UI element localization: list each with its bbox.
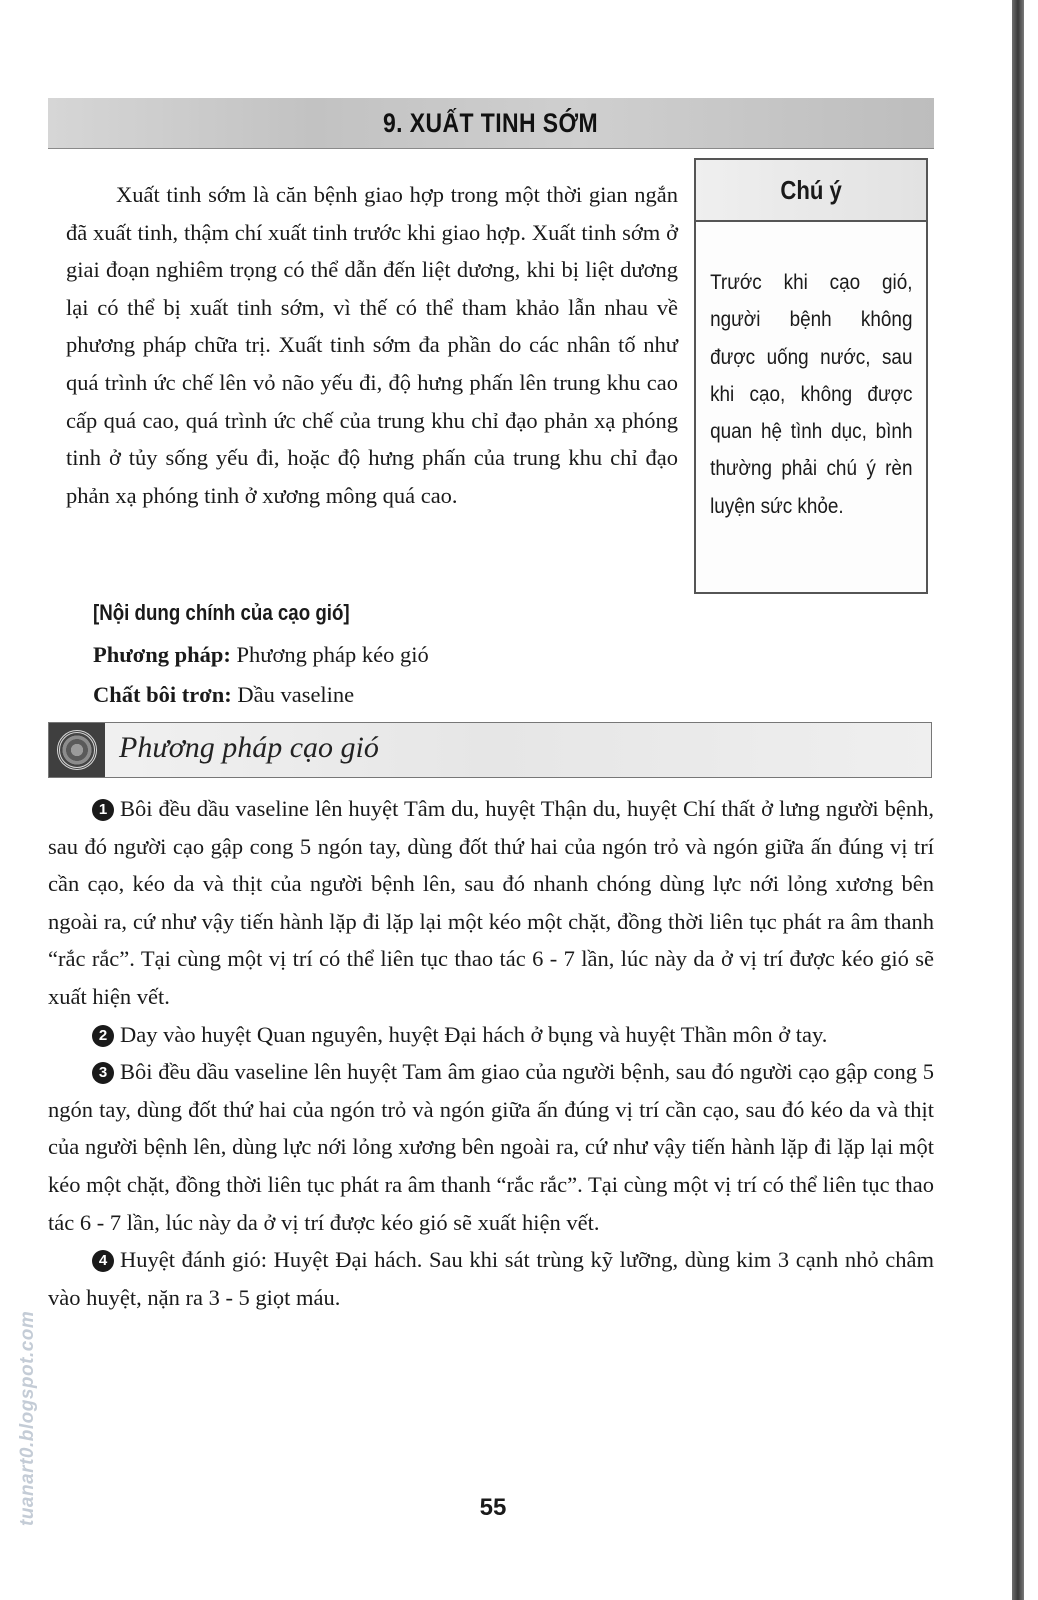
steps-list bbox=[48, 790, 934, 1316]
chapter-title: 9. XUẤT TINH SỚM bbox=[383, 107, 599, 138]
step-item bbox=[48, 790, 934, 1016]
method-label: Phương pháp: bbox=[93, 642, 231, 667]
step-item bbox=[48, 1053, 934, 1241]
medallion-icon bbox=[49, 723, 105, 777]
method-value: Phương pháp kéo gió bbox=[230, 642, 429, 667]
step-text: Bôi đều dầu vaseline lên huyệt Tâm du, huyệt Thận du, huyệt Chí thất ở lưng người bệnh, sau đó người cạo gập cong 5 ngón tay, dùng đốt thứ hai của ngón trỏ và ngón giữa ấn đúng vị trí cần cạo, kéo da và thịt của người bệnh lên, sau đó nhanh chóng dùng lực nới lỏng xương bên ngoài ra, cứ như vậy tiến hành lặp đi lặp lại một kéo một chặt, đồng thời liên tục phát ra âm thanh “rắc rắc”. Tại cùng một vị trí có thể liên tục thao tác 6 - 7 lần, lúc này da ở vị trí được kéo gió sẽ xuất hiện vết. bbox=[48, 796, 934, 1009]
watermark: tuanart0.blogspot.com bbox=[17, 1310, 38, 1526]
step-number-badge: 1 bbox=[92, 799, 114, 821]
lubricant-label: Chất bôi trơn: bbox=[93, 682, 232, 707]
method-section-band bbox=[48, 722, 932, 778]
step-text: Bôi đều dầu vaseline lên huyệt Tam âm giao của người bệnh, sau đó người cạo gập cong 5 ngón tay, dùng đốt thứ hai của ngón trỏ và ngón giữa ấn đúng vị trí cần cạo, sau đó kéo da và thịt của người bệnh lên, dùng lực nới lỏng xương bên ngoài ra, cứ như vậy tiến hành lặp đi lặp lại một kéo một chặt, đồng thời liên tục phát ra âm thanh “rắc rắc”. Tại cùng một vị trí có thể liên tục thao tác 6 - 7 lần, lúc này da ở vị trí được kéo gió sẽ xuất hiện vết. bbox=[48, 1059, 934, 1235]
method-section-title: Phương pháp cạo gió bbox=[119, 731, 379, 764]
lubricant-line bbox=[93, 682, 354, 708]
step-item bbox=[48, 1016, 934, 1054]
note-body: Trước khi cạo gió, người bệnh không được uống nước, sau khi cạo, không được quan hệ tình dục, bình thường phải chú ý rèn luyện sức khỏe. bbox=[710, 270, 913, 518]
lubricant-value: Dầu vaseline bbox=[231, 682, 355, 707]
note-heading: Chú ý bbox=[780, 174, 842, 205]
main-content-heading: [Nội dung chính của cạo gió] bbox=[93, 600, 350, 625]
chapter-title-band bbox=[48, 98, 934, 149]
note-heading-band bbox=[696, 160, 926, 222]
page-number: 55 bbox=[479, 1494, 507, 1521]
method-line bbox=[93, 642, 429, 668]
intro-paragraph: Xuất tinh sớm là căn bệnh giao hợp trong một thời gian ngắn đã xuất tinh, thậm chí xuất tinh trước khi giao hợp. Xuất tinh sớm ở giai đoạn nghiêm trọng có thể dẫn đến liệt dương, khi bị liệt dương lại có thể bị xuất tinh sớm, vì thế có thể tham khảo lẫn nhau về phương pháp chữa trị. Xuất tinh sớm đa phần do các nhân tố như quá trình ức chế lên vỏ não yếu đi, độ hưng phấn lên trung khu cao cấp quá cao, quá trình ức chế của trung khu chỉ đạo phản xạ phóng tinh ở tủy sống yếu đi, hoặc độ hưng phấn của trung khu chỉ đạo phản xạ phóng tinh ở xương mông quá cao. bbox=[66, 182, 678, 508]
step-item bbox=[48, 1241, 934, 1316]
step-text: Day vào huyệt Quan nguyên, huyệt Đại hách ở bụng và huyệt Thần môn ở tay. bbox=[120, 1021, 828, 1047]
step-number-badge: 4 bbox=[92, 1250, 114, 1272]
step-number-badge: 2 bbox=[92, 1025, 114, 1047]
note-box bbox=[694, 158, 928, 594]
page-edge-bar bbox=[1012, 0, 1024, 1600]
step-text: Huyệt đánh gió: Huyệt Đại hách. Sau khi sát trùng kỹ lưỡng, dùng kim 3 cạnh nhỏ châm vào huyệt, nặn ra 3 - 5 giọt máu. bbox=[48, 1247, 934, 1310]
step-number-badge: 3 bbox=[92, 1062, 114, 1084]
